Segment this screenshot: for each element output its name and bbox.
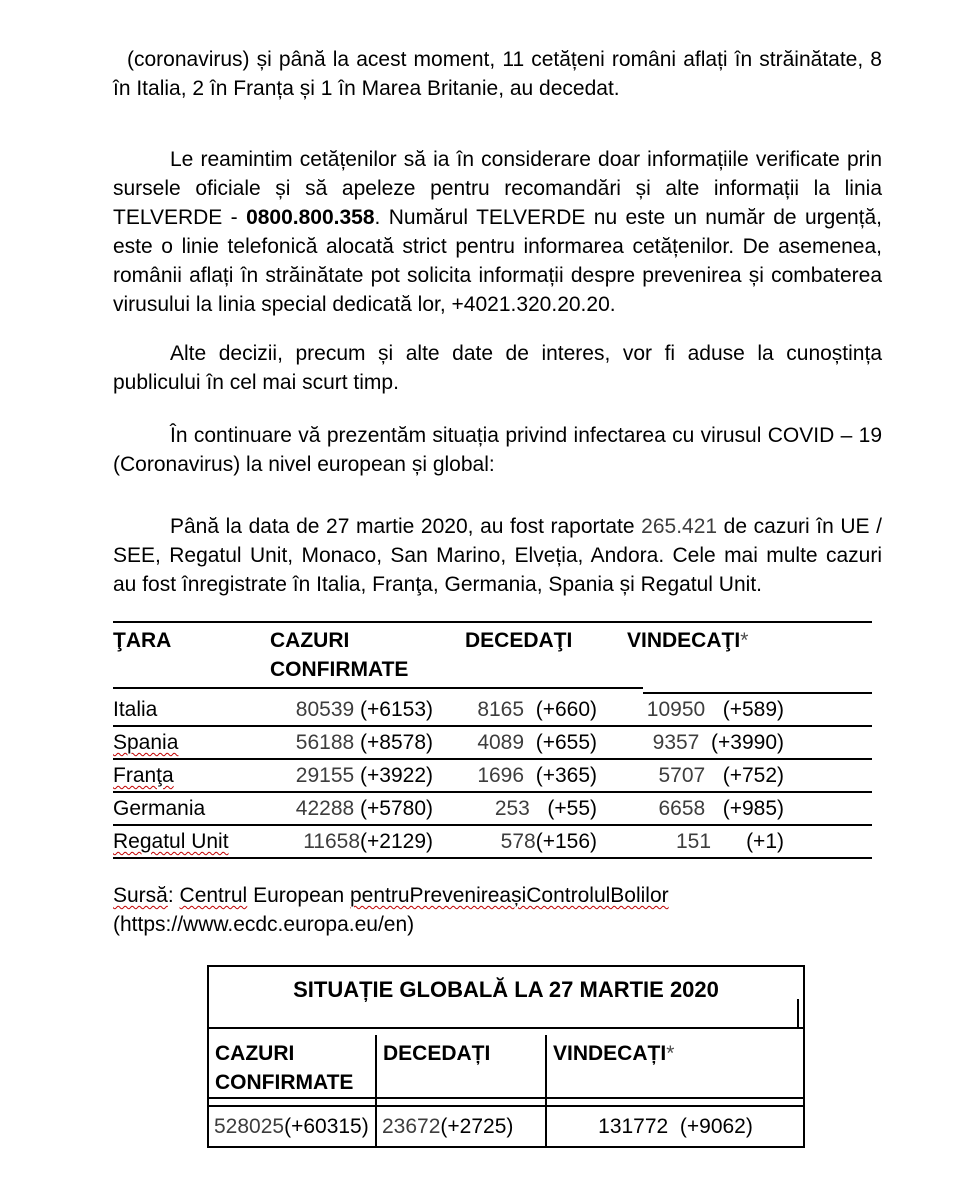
table-row-regatul-unit <box>113 826 872 859</box>
telverde-number: 0800.800.358 <box>246 206 375 229</box>
column-header-vindecati: VINDECAȚI* <box>545 1035 803 1099</box>
global-table-title: SITUAȚIE GLOBALĂ LA 27 MARTIE 2020 <box>209 967 803 1029</box>
table-header-row <box>113 623 872 694</box>
column-header-vindecati: VINDECAŢI* <box>627 629 749 652</box>
paragraph-text: Până la data de 27 martie 2020, au fost raportate <box>170 515 642 538</box>
paragraph-deaths-abroad <box>113 45 882 103</box>
paragraph-text: . Numărul TELVERDE nu este un număr de urgență, este o linie telefonică alocată strict pentru informarea cetățenilor. De asemenea, românii aflați în străinătate pot solicita informații despre prevenirea și combaterea virusului la linia special dedicată lor, +4021.320.20.20. <box>113 206 882 316</box>
column-header-decedati: DECEDAŢI <box>465 629 573 652</box>
paragraph-intro-situation <box>113 421 882 479</box>
deaths-cell: 1696 (+365) <box>477 764 597 787</box>
confirmed-cell: 80539 (+6153) <box>295 698 433 721</box>
country-name: Franţa <box>113 764 174 787</box>
country-name: Italia <box>113 698 158 721</box>
recovered-cell: 10950 (+589) <box>646 698 784 721</box>
column-header-cazuri: CAZURI CONFIRMATE <box>270 629 409 681</box>
table-row-italia <box>113 694 872 727</box>
paragraph-text: Alte decizii, precum și alte date de interes, vor fi aduse la cunoștința publicului în cel mai scurt timp. <box>113 342 882 394</box>
deaths-cell: 4089 (+655) <box>477 731 597 754</box>
country-name: Regatul Unit <box>113 830 229 853</box>
confirmed-cell: 42288 (+5780) <box>295 797 433 820</box>
table-row-franta <box>113 760 872 793</box>
paragraph-eu-cases <box>113 512 882 599</box>
paragraph-text: de cazuri în UE / SEE, Regatul Unit, Monaco, San Marino, Elveția, Andora. Cele mai multe cazuri au fost înregistrate în Italia, Franţa, Germania, Spania și Regatul Unit. <box>113 515 882 596</box>
total-eu-cases-number: 265.421 <box>641 515 718 538</box>
column-header-cazuri: CAZURI CONFIRMATE <box>209 1035 375 1099</box>
table-row-spania <box>113 727 872 760</box>
deaths-cell: 253 (+55) <box>494 797 597 820</box>
paragraph-text: În continuare vă prezentăm situația privind infectarea cu virusul COVID – 19 (Coronavirus) la nivel european și global: <box>113 424 882 476</box>
column-header-tara: ŢARA <box>113 629 172 652</box>
recovered-cell: 6658 (+985) <box>658 797 784 820</box>
european-countries-table <box>113 621 872 859</box>
header-divider-line <box>643 692 872 694</box>
source-line: Sursă: Centrul European pentruPrevenireașiControlulBolilor <box>113 884 669 907</box>
global-confirmed-cell: 528025(+60315) <box>209 1105 375 1146</box>
global-table-header-row <box>209 1035 803 1099</box>
header-divider-line <box>113 687 643 689</box>
deaths-cell: 8165 (+660) <box>477 698 597 721</box>
paragraph-telverde <box>113 145 882 319</box>
confirmed-cell: 11658(+2129) <box>303 830 433 853</box>
country-name: Spania <box>113 731 179 754</box>
table-row-germania <box>113 793 872 826</box>
source-url: (https://www.ecdc.europa.eu/en) <box>113 913 415 936</box>
recovered-cell: 151 (+1) <box>676 830 784 853</box>
footnote-asterisk: * <box>740 629 749 652</box>
confirmed-cell: 29155 (+3922) <box>295 764 433 787</box>
paragraph-text: Le reamintim cetățenilor să ia în considerare doar informațiile verificate prin sursele oficiale și să apeleze pentru recomandări și alte informații la linia TELVERDE - <box>113 148 882 229</box>
column-header-decedati: DECEDAȚI <box>375 1035 545 1099</box>
source-label: Sursă <box>113 884 168 907</box>
confirmed-cell: 56188 (+8578) <box>295 731 433 754</box>
footnote-asterisk: * <box>666 1042 675 1065</box>
country-name: Germania <box>113 797 206 820</box>
global-table-data-row <box>209 1105 803 1146</box>
recovered-cell: 9357 (+3990) <box>652 731 784 754</box>
recovered-cell: 5707 (+752) <box>658 764 784 787</box>
global-deaths-cell: 23672(+2725) <box>375 1105 545 1146</box>
paragraph-text: (coronavirus) și până la acest moment, 11 cetățeni români aflați în străinătate, 8 în Italia, 2 în Franța și 1 în Marea Britanie, au decedat. <box>113 48 882 100</box>
deaths-cell: 578(+156) <box>500 830 597 853</box>
paragraph-other-decisions <box>113 339 882 397</box>
global-situation-table <box>207 965 805 1148</box>
source-attribution <box>113 881 882 939</box>
global-recovered-cell: 131772 (+9062) <box>545 1105 803 1146</box>
